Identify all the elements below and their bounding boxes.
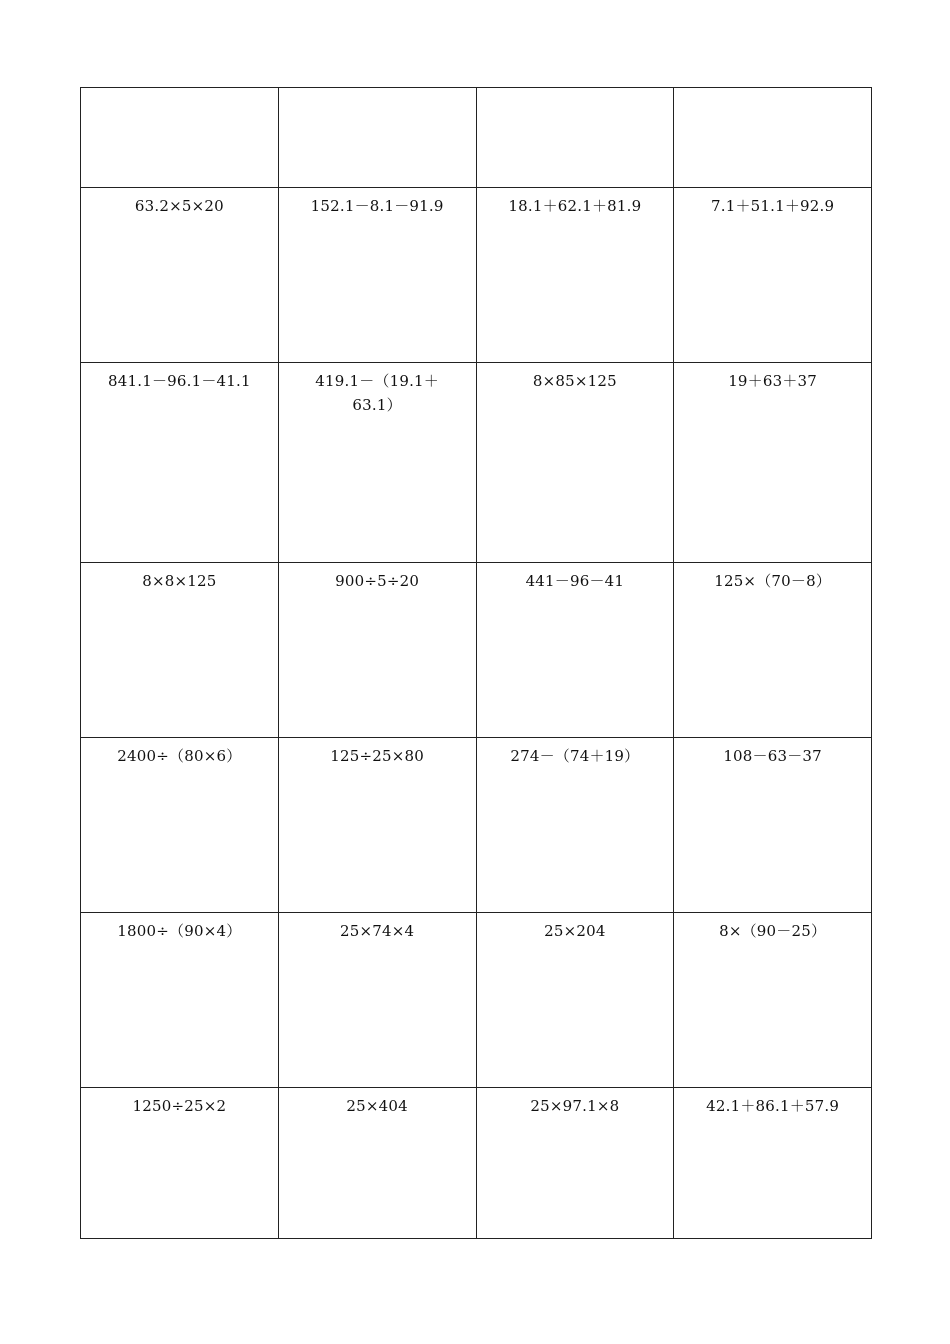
problem-text: 152.1－8.1－91.9 xyxy=(310,197,444,215)
problem-text: 1250÷25×2 xyxy=(132,1097,227,1115)
problem-text: 108－63－37 xyxy=(723,747,822,765)
problem-cell xyxy=(278,913,476,1088)
problem-cell xyxy=(476,563,674,738)
problem-cell xyxy=(81,913,279,1088)
problem-text: 419.1－（19.1＋63.1） xyxy=(315,372,439,414)
problem-cell xyxy=(476,88,674,188)
table-row xyxy=(81,88,872,188)
problem-cell xyxy=(476,1088,674,1239)
problem-text: 7.1＋51.1＋92.9 xyxy=(710,197,835,215)
problem-cell xyxy=(476,188,674,363)
problem-cell xyxy=(81,1088,279,1239)
problem-text: 900÷5÷20 xyxy=(335,572,420,590)
problem-text: 63.2×5×20 xyxy=(134,197,224,215)
table-row xyxy=(81,563,872,738)
problem-cell xyxy=(674,1088,872,1239)
problem-cell xyxy=(278,88,476,188)
problem-cell xyxy=(674,88,872,188)
problem-text: 125×（70－8） xyxy=(714,572,832,590)
table-row xyxy=(81,913,872,1088)
problem-text: 25×74×4 xyxy=(339,922,415,940)
worksheet-table xyxy=(80,87,872,1239)
problem-cell xyxy=(674,563,872,738)
problem-text: 18.1＋62.1＋81.9 xyxy=(508,197,642,215)
problem-cell xyxy=(674,738,872,913)
problem-cell xyxy=(81,88,279,188)
problem-text: 19＋63＋37 xyxy=(728,372,818,390)
problem-text: 441－96－41 xyxy=(525,572,625,590)
table-row xyxy=(81,1088,872,1239)
problem-cell xyxy=(81,738,279,913)
problem-cell xyxy=(278,1088,476,1239)
problem-cell xyxy=(278,563,476,738)
problem-text: 25×404 xyxy=(346,1097,408,1115)
problem-cell xyxy=(674,188,872,363)
problem-text: 8×85×125 xyxy=(532,372,617,390)
table-row xyxy=(81,738,872,913)
problem-text: 841.1－96.1－41.1 xyxy=(108,372,251,390)
problem-text: 125÷25×80 xyxy=(330,747,424,765)
problem-cell xyxy=(81,188,279,363)
problem-cell xyxy=(278,738,476,913)
problem-cell xyxy=(476,363,674,563)
problem-text: 274－（74＋19） xyxy=(510,747,640,765)
problem-cell xyxy=(476,913,674,1088)
problem-text: 42.1＋86.1＋57.9 xyxy=(706,1097,840,1115)
problem-text: 8×8×125 xyxy=(142,572,217,590)
table-row xyxy=(81,188,872,363)
problem-text: 1800÷（90×4） xyxy=(117,922,242,940)
problem-text: 8×（90－25） xyxy=(719,922,827,940)
problem-cell xyxy=(674,363,872,563)
problem-text: 2400÷（80×6） xyxy=(117,747,242,765)
problem-cell xyxy=(81,363,279,563)
problem-text: 25×97.1×8 xyxy=(530,1097,620,1115)
problem-cell xyxy=(81,563,279,738)
table-row xyxy=(81,363,872,563)
problem-text: 25×204 xyxy=(544,922,606,940)
problem-cell xyxy=(278,363,476,563)
problem-cell xyxy=(476,738,674,913)
problem-cell xyxy=(674,913,872,1088)
problem-cell xyxy=(278,188,476,363)
